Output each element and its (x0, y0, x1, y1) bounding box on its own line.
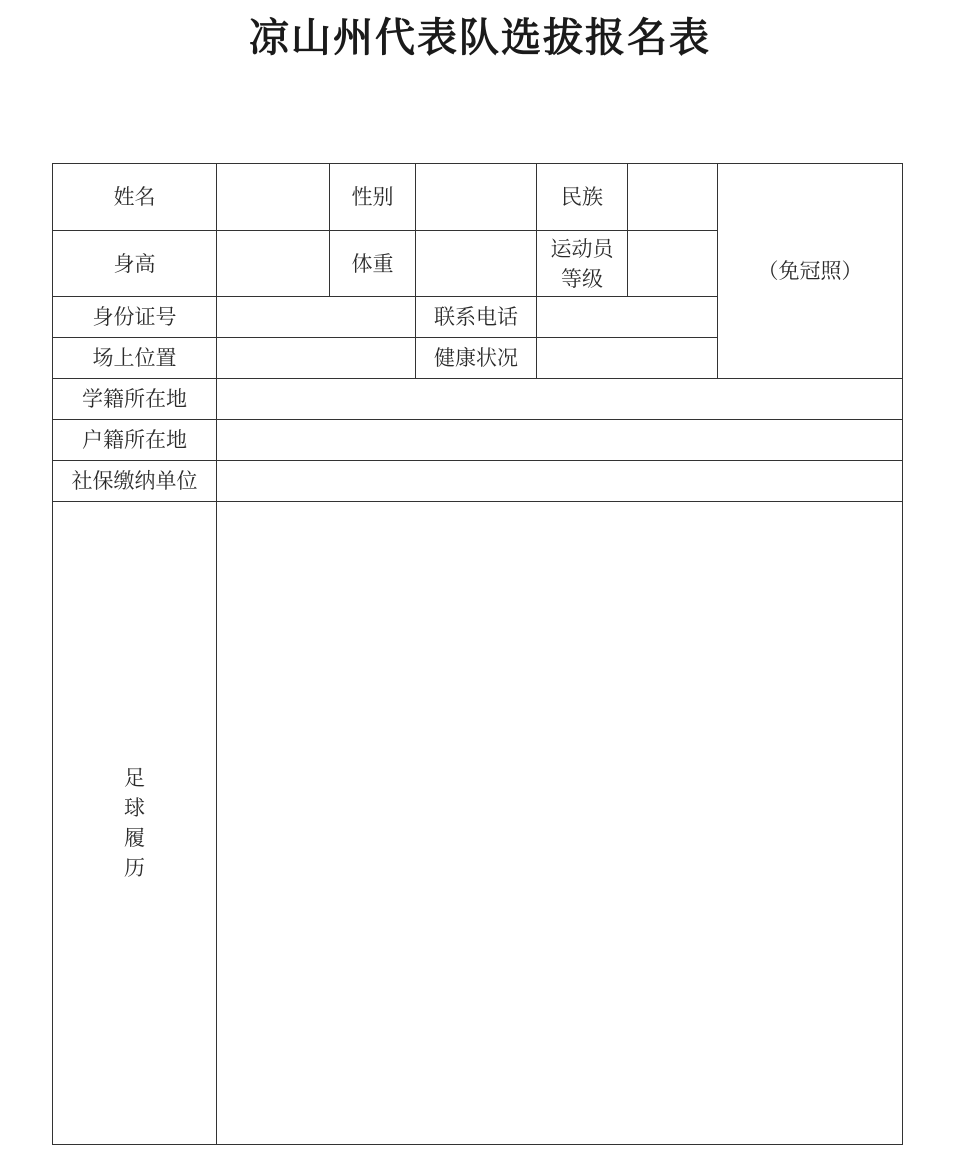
table-row (53, 379, 903, 420)
athlete-level-input-cell[interactable] (628, 231, 718, 297)
name-label: 姓名 (53, 164, 217, 231)
football-history-input-cell[interactable] (217, 502, 903, 1145)
athlete-level-line1: 运动员 (550, 236, 614, 261)
health-label: 健康状况 (416, 338, 537, 379)
id-number-input-cell[interactable] (217, 297, 416, 338)
social-security-unit-input-cell[interactable] (217, 461, 903, 502)
school-location-label: 学籍所在地 (53, 379, 217, 420)
phone-input-cell[interactable] (537, 297, 718, 338)
table-row (53, 461, 903, 502)
page-title: 凉山州代表队选拔报名表 (249, 14, 711, 61)
phone-label: 联系电话 (416, 297, 537, 338)
weight-input-cell[interactable] (416, 231, 537, 297)
registration-form-table (52, 163, 903, 1145)
height-label: 身高 (53, 231, 217, 297)
name-input-cell[interactable] (217, 164, 330, 231)
photo-cell[interactable] (718, 164, 903, 379)
table-row (53, 420, 903, 461)
football-history-label (53, 502, 217, 1145)
photo-label: （免冠照） (757, 259, 863, 283)
table-row (53, 502, 903, 1145)
household-location-label: 户籍所在地 (53, 420, 217, 461)
social-security-unit-label: 社保缴纳单位 (53, 461, 217, 502)
school-location-input-cell[interactable] (217, 379, 903, 420)
gender-label: 性别 (330, 164, 416, 231)
position-label: 场上位置 (53, 338, 217, 379)
ethnicity-input-cell[interactable] (628, 164, 718, 231)
weight-label: 体重 (330, 231, 416, 297)
household-location-input-cell[interactable] (217, 420, 903, 461)
health-input-cell[interactable] (537, 338, 718, 379)
football-history-label-text: 足球履历 (124, 766, 145, 880)
height-input-cell[interactable] (217, 231, 330, 297)
athlete-level-line2: 等级 (561, 266, 603, 291)
athlete-level-label-text (551, 234, 614, 294)
position-input-cell[interactable] (217, 338, 416, 379)
athlete-level-label (537, 231, 628, 297)
ethnicity-label: 民族 (537, 164, 628, 231)
gender-input-cell[interactable] (416, 164, 537, 231)
id-number-label: 身份证号 (53, 297, 217, 338)
table-row (53, 164, 903, 231)
